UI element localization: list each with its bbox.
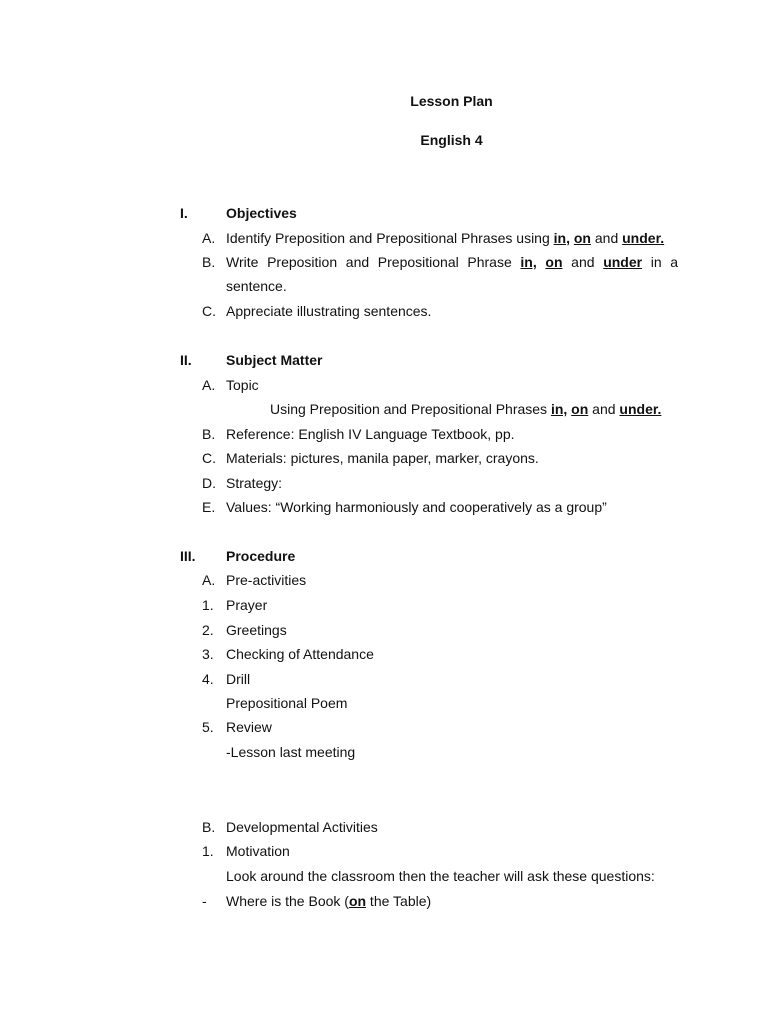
list-marker: B.: [202, 819, 216, 835]
list-marker: C.: [202, 450, 216, 466]
section-heading: Procedure: [226, 548, 296, 564]
section-heading: Subject Matter: [226, 352, 323, 368]
list-item-text: Pre-activities: [226, 572, 307, 588]
list-item-text: Developmental Activities: [226, 819, 378, 835]
keyword-on: on: [545, 254, 563, 270]
list-marker: D.: [202, 475, 216, 491]
section-numeral: II.: [180, 352, 192, 368]
list-marker: E.: [202, 499, 216, 515]
document-title: Lesson Plan: [410, 93, 493, 109]
list-marker: 1.: [202, 843, 214, 859]
list-item-text: Write Preposition and Prepositional Phrase in, on and under in a: [226, 254, 679, 270]
list-marker: 3.: [202, 646, 214, 662]
list-item-text: Strategy:: [226, 475, 283, 491]
list-marker: A.: [202, 572, 216, 588]
list-marker: 1.: [202, 597, 214, 613]
list-item-continuation: sentence.: [226, 278, 287, 294]
keyword-in: in,: [520, 254, 537, 270]
list-marker: C.: [202, 303, 216, 319]
keyword-under: under.: [622, 230, 665, 246]
list-item-subtext: -Lesson last meeting: [226, 744, 356, 760]
list-marker: A.: [202, 377, 216, 393]
list-item-text: Reference: English IV Language Textbook, pp.: [226, 426, 515, 442]
list-item-subtext: Prepositional Poem: [226, 695, 348, 711]
list-item-text: Identify Preposition and Prepositional Phrases using in, on and under.: [226, 230, 665, 246]
keyword-on: on: [571, 401, 589, 417]
list-item-text: Prayer: [226, 597, 268, 613]
list-item-text: Topic: [226, 377, 259, 393]
list-marker: -: [202, 893, 207, 909]
list-marker: 4.: [202, 671, 214, 687]
list-item-text: Review: [226, 719, 272, 735]
topic-text: Using Preposition and Prepositional Phrases in, on and under.: [270, 401, 662, 417]
section-numeral: III.: [180, 548, 196, 564]
list-item-text: Drill: [226, 671, 251, 687]
list-item-text: Appreciate illustrating sentences.: [226, 303, 432, 319]
list-marker: B.: [202, 254, 216, 270]
list-item-text: Values: “Working harmoniously and cooperatively as a group”: [226, 499, 607, 515]
keyword-on: on: [348, 893, 367, 909]
list-marker: A.: [202, 230, 216, 246]
section-heading: Objectives: [226, 205, 297, 221]
keyword-under: under: [603, 254, 643, 270]
list-item-text: Greetings: [226, 622, 287, 638]
list-item-text: Checking of Attendance: [226, 646, 374, 662]
list-marker: B.: [202, 426, 216, 442]
list-item-text: Where is the Book (on the Table): [226, 893, 432, 909]
list-item-subtext: Look around the classroom then the teacher will ask these questions:: [226, 868, 655, 884]
section-numeral: I.: [180, 205, 188, 221]
document-subtitle: English 4: [420, 132, 483, 148]
list-marker: 5.: [202, 719, 214, 735]
keyword-in: in,: [553, 230, 570, 246]
list-item-text: Materials: pictures, manila paper, marker, crayons.: [226, 450, 539, 466]
keyword-on: on: [573, 230, 591, 246]
keyword-under: under.: [619, 401, 662, 417]
list-item-text: Motivation: [226, 843, 290, 859]
keyword-in: in,: [550, 401, 568, 417]
list-marker: 2.: [202, 622, 214, 638]
